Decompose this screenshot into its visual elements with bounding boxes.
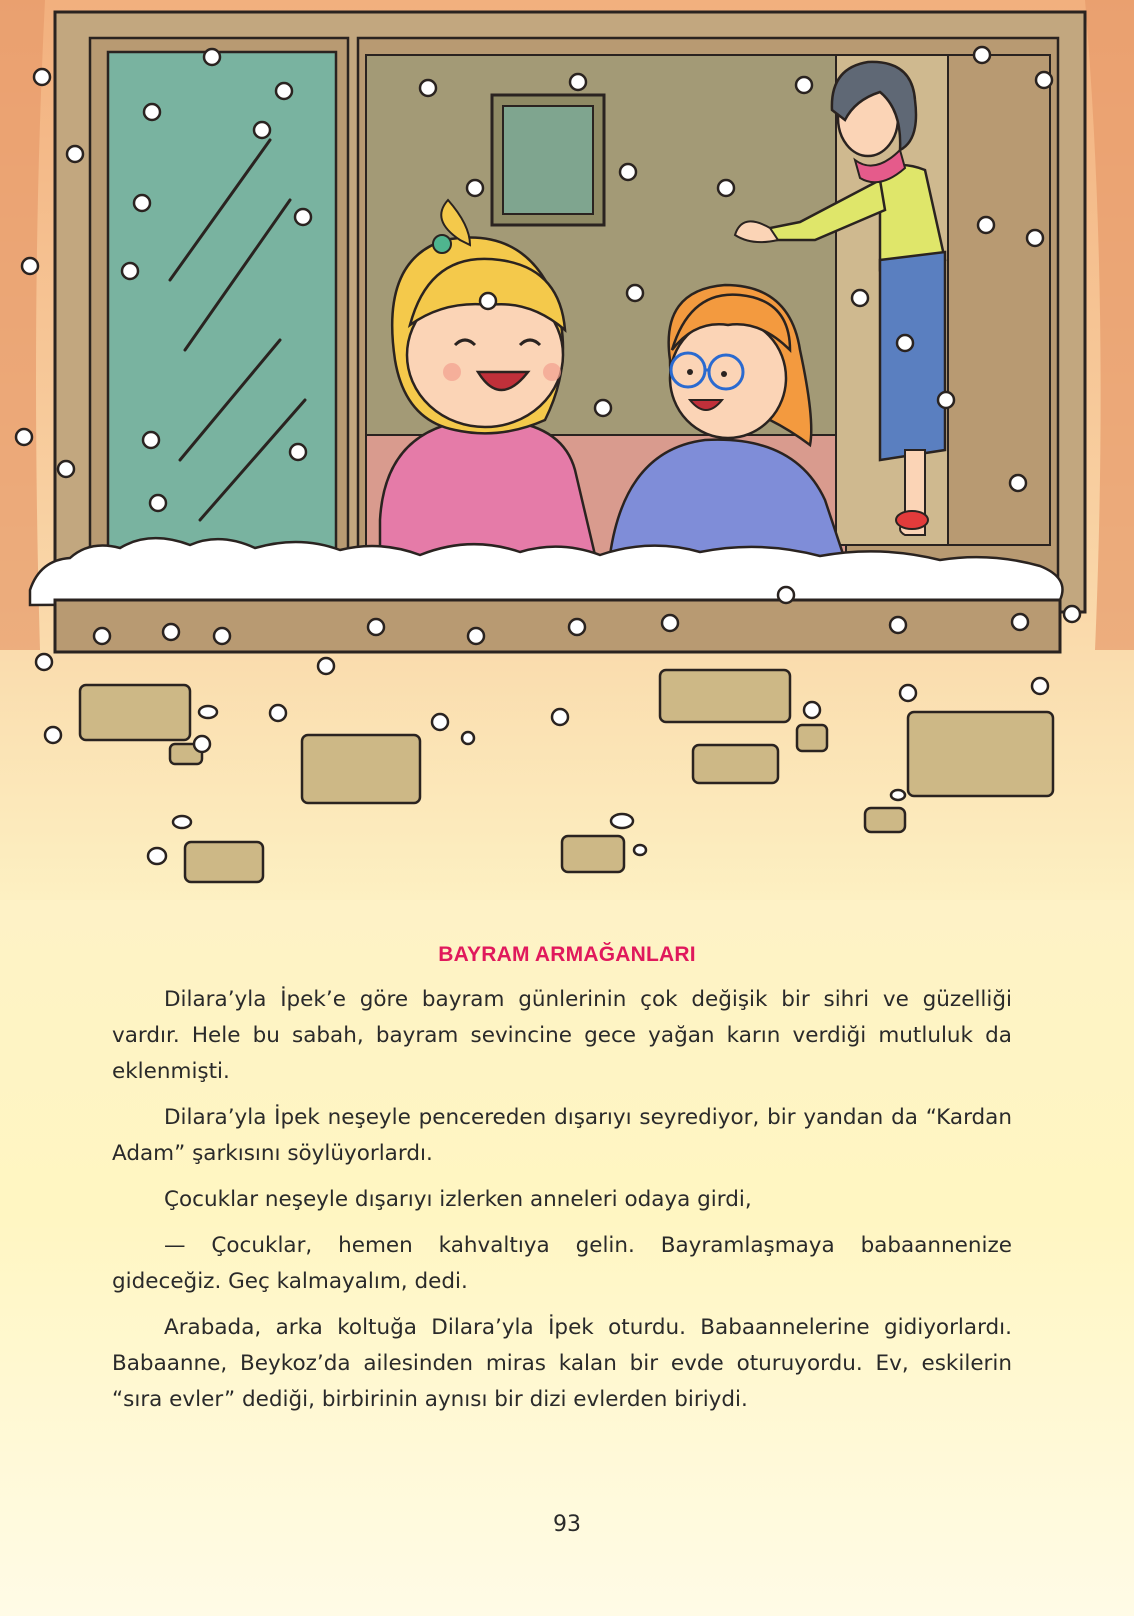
door-panel (948, 55, 1050, 545)
window-left-pane-glass (108, 52, 336, 587)
story-paragraph-dialogue: — Çocuklar, hemen kahvaltıya gelin. Bayramlaşmaya babaannenize gideceğiz. Geç kalmayalım, dedi. (112, 1233, 1012, 1294)
story-paragraph: Dilara’yla İpek’e göre bayram günlerinin çok değişik bir sihri ve güzelliği vardır. Hele bu sabah, bayram sevincine gece yağan karın verdiği mutluluk da eklenmişti. (112, 987, 1012, 1084)
story-title: BAYRAM ARMAĞANLARI (438, 943, 696, 966)
story-paragraph: Dilara’yla İpek neşeyle pencereden dışarıyı seyrediyor, bir yandan da “Kardan Adam” şarkısını söylüyorlardı. (112, 1105, 1012, 1166)
window-sill (55, 600, 1060, 652)
story-paragraph: Çocuklar neşeyle dışarıyı izlerken anneleri odaya girdi, (164, 1187, 752, 1212)
page-number: 93 (553, 1512, 581, 1537)
story-text (112, 982, 1012, 1428)
story-paragraph: Arabada, arka koltuğa Dilara’yla İpek oturdu. Babaannelerine gidiyorlardı. Babaanne, Beykoz’da ailesinden miras kalan bir evde oturuyordu. Ev, eskilerin “sıra evler” dediği, birbirinin aynısı bir dizi evlerden biriydi. (112, 1315, 1012, 1412)
